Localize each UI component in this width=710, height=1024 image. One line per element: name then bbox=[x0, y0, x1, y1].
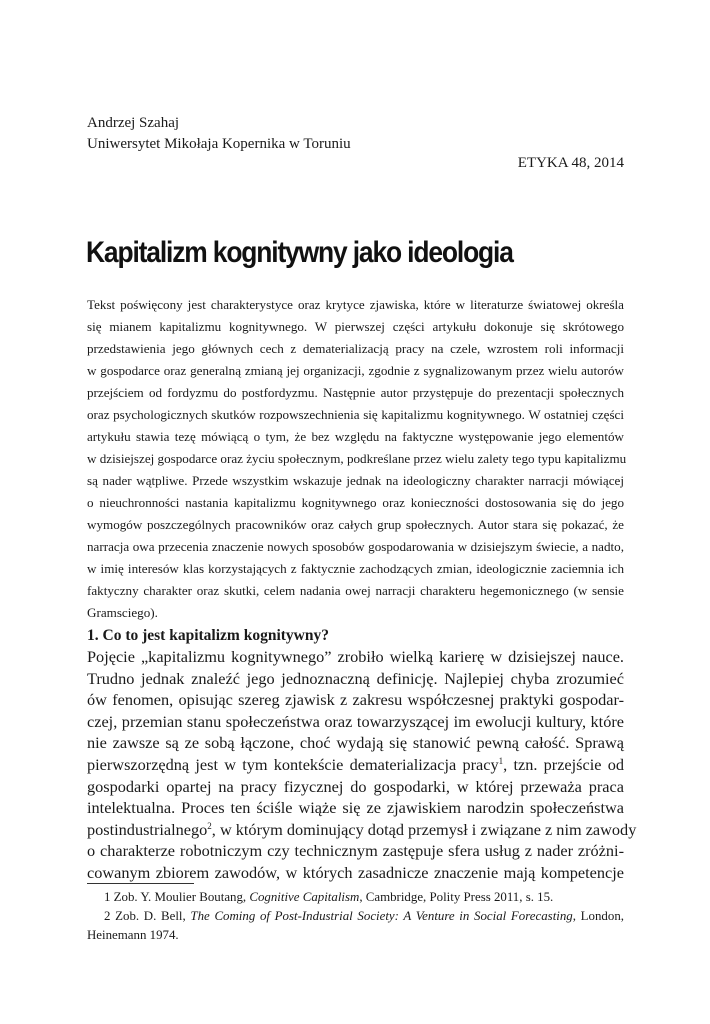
abstract-line: oraz psychologicznych skutków rozpowszechnienia się kapitalizmu kognitywnego. W ostatniej części bbox=[87, 407, 624, 422]
body-line: gospodarki opartej na pracy fizycznej do gospodarki, w której przeważa praca bbox=[87, 776, 624, 796]
footnote-text: 1 Zob. Y. Moulier Boutang, bbox=[104, 890, 250, 904]
section-1 bbox=[87, 625, 637, 884]
section-body bbox=[87, 646, 637, 884]
body-line-text: , w którym dominujący dotąd przemysł i związane z nim zawody bbox=[211, 819, 637, 839]
footnote-title: The Coming of Post-Industrial Society: A Venture in Social Forecasting bbox=[190, 909, 573, 923]
body-line: intelektualna. Proces ten ściśle wiąże się ze zjawiskiem narodzin społeczeństwa bbox=[87, 798, 624, 818]
footnote-text: 2 Zob. D. Bell, bbox=[104, 909, 191, 923]
abstract-line: narracja owa przecenia znaczenie nowych sposobów gospodarowania w dzisiejszym świecie, a nadto, bbox=[87, 539, 624, 554]
abstract-line: w imię interesów klas korzystających z faktycznie zachodzących zmian, ideologicznie zaciemnia ich bbox=[87, 561, 624, 576]
footnote-ref-2[interactable]: 2 bbox=[207, 820, 212, 831]
footnote-title: Cognitive Capitalism bbox=[249, 890, 360, 904]
abstract bbox=[87, 294, 627, 624]
footnote-divider bbox=[87, 883, 194, 884]
abstract-line: artykułu stawia tezę mówiącą o tym, że bez względu na faktyczne występowanie jego elementów bbox=[87, 429, 624, 444]
journal-issue: ETYKA 48, 2014 bbox=[517, 155, 624, 171]
body-line: ów fenomen, opisując szereg zjawisk z zakresu współczesnej praktyki gospodar- bbox=[87, 690, 624, 710]
abstract-line: się mianem kapitalizmu kognitywnego. W pierwszej części artykułu dokonuje się skrótowego bbox=[87, 319, 624, 334]
abstract-line: przedstawienia jego głównych cech z dematerializacją pracy na czele, wzrostem roli informacji bbox=[87, 341, 624, 356]
body-line bbox=[87, 754, 624, 776]
body-line-text: pierwszorzędną jest w tym kontekście dematerializacja pracy bbox=[87, 754, 499, 774]
footnote-2 bbox=[87, 907, 624, 926]
abstract-line: przejściem od fordyzmu do postfordyzmu. Następnie autor przystępuje do prezentacji społecznych bbox=[87, 385, 624, 400]
abstract-line: Gramsciego). bbox=[87, 605, 158, 620]
abstract-line: w gospodarce oraz generalną zmianą jej organizacji, zgodnie z sygnalizowanym przez wielu autorów bbox=[87, 363, 624, 378]
author-name: Andrzej Szahaj bbox=[87, 115, 180, 131]
body-line-text: postindustrialnego bbox=[87, 819, 208, 839]
footnote-1 bbox=[87, 888, 624, 907]
author-block bbox=[87, 113, 351, 155]
body-line: nie zawsze są ze sobą łączone, choć wydają się stanowić pewną całość. Sprawą bbox=[87, 733, 624, 753]
abstract-line: wymogów poszczególnych pracowników oraz całych grup społecznych. Autor stara się pokazać, że bbox=[87, 517, 624, 532]
footnote-ref-1[interactable]: 1 bbox=[498, 755, 504, 766]
body-line: Trudno jednak znaleźć jego jednoznaczną definicję. Najlepiej chyba zrozumieć bbox=[87, 668, 624, 688]
body-line bbox=[87, 819, 637, 841]
abstract-line: Tekst poświęcony jest charakterystyce oraz krytyce zjawiska, które w literaturze światowej określa bbox=[87, 297, 624, 312]
section-heading: 1. Co to jest kapitalizm kognitywny? bbox=[87, 627, 329, 644]
abstract-line: w dzisiejszej gospodarce oraz życiu społecznym, podkreślane przez wielu zalety tego typu kapitalizmu bbox=[87, 451, 627, 466]
article-title: Kapitalizm kognitywny jako ideologia bbox=[86, 236, 513, 269]
abstract-line: o nieuchronności nastania kapitalizmu kognitywnego oraz konieczności dostosowania się do jego bbox=[87, 495, 624, 510]
abstract-line: faktyczny charakter oraz skutki, celem nadania owej narracji charakteru hegemonicznego (w sensie bbox=[87, 583, 624, 598]
body-line: cowanym zbiorem zawodów, w których zasadnicze znaczenie mają kompetencje bbox=[87, 862, 624, 882]
body-line: o charakterze robotniczym czy technicznym zastępuje sfera usług z nader zróżni- bbox=[87, 841, 624, 861]
body-line-text: , tzn. przejście od bbox=[503, 754, 624, 774]
footnote-2-continuation: Heinemann 1974. bbox=[87, 928, 179, 942]
footnote-text: , London, bbox=[572, 909, 624, 923]
footnote-text: , Cambridge, Polity Press 2011, s. 15. bbox=[359, 890, 554, 904]
footnotes bbox=[87, 888, 624, 945]
abstract-line: są nader wątpliwe. Przede wszystkim wskazuje jednak na ideologiczny charakter narracji mówiącej bbox=[87, 473, 624, 488]
body-line: Pojęcie „kapitalizmu kognitywnego” zrobiło wielką karierę w dzisiejszej nauce. bbox=[87, 647, 624, 666]
body-line: czej, przemian stanu społeczeństwa oraz towarzyszącej im ewolucji kultury, które bbox=[87, 711, 624, 731]
author-affiliation: Uniwersytet Mikołaja Kopernika w Toruniu bbox=[87, 136, 351, 152]
